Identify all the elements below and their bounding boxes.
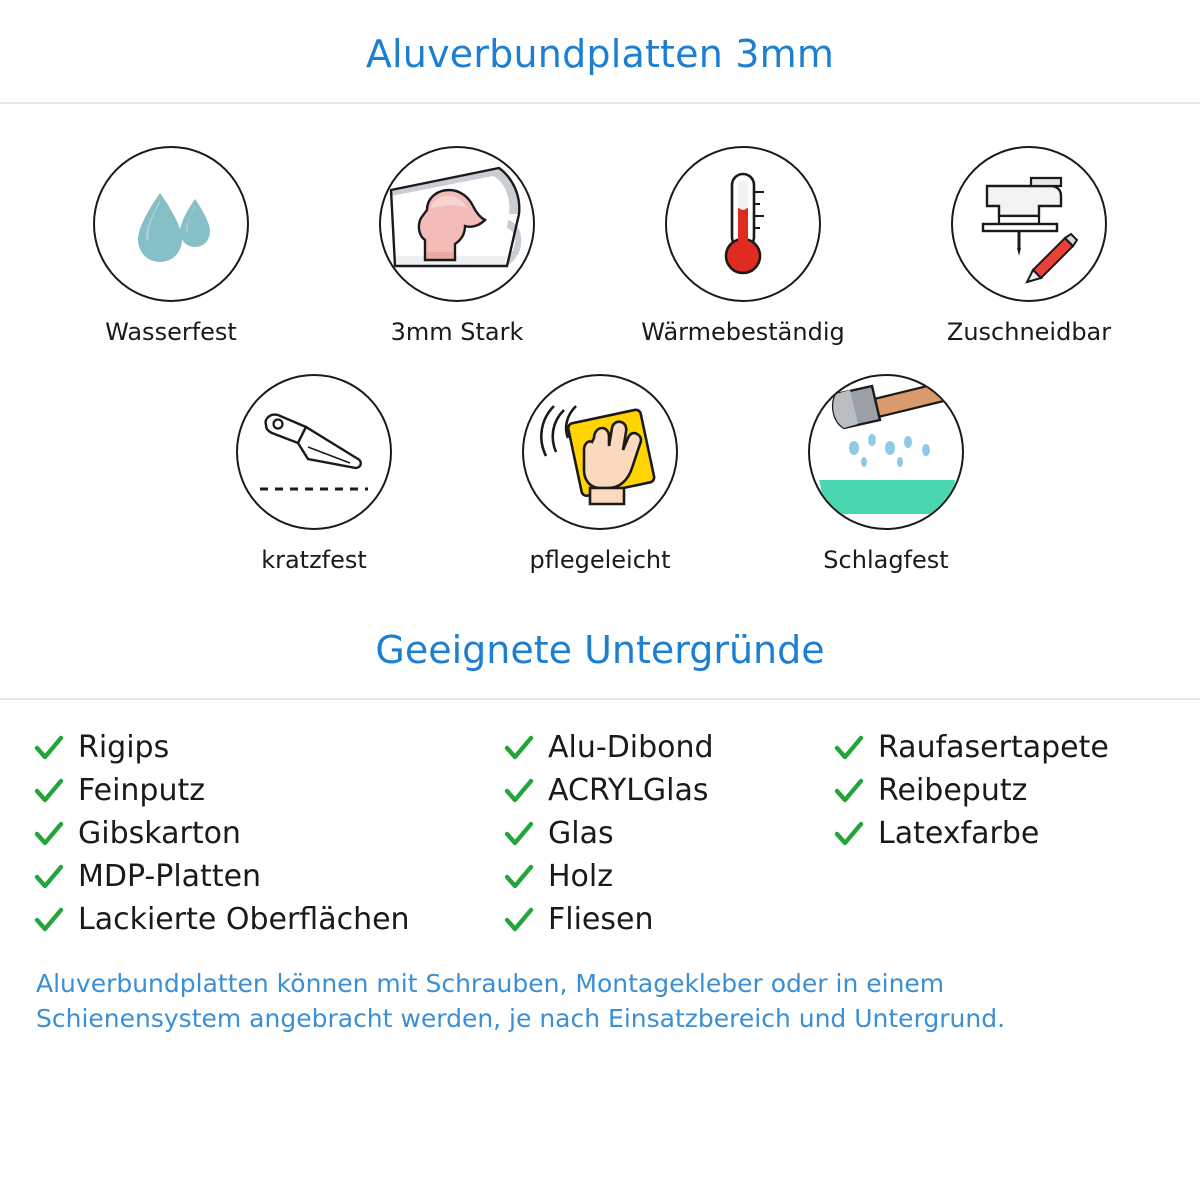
check-mark-icon bbox=[834, 819, 864, 849]
strong-arm-icon bbox=[381, 148, 533, 300]
check-mark-icon bbox=[834, 733, 864, 763]
list-item-label: Latexfarbe bbox=[878, 816, 1040, 851]
check-mark-icon bbox=[504, 733, 534, 763]
check-mark-icon bbox=[504, 819, 534, 849]
list-item bbox=[834, 812, 1164, 855]
features-row-1 bbox=[0, 146, 1200, 346]
feature-kratzfest bbox=[214, 374, 414, 574]
list-item-label: Raufasertapete bbox=[878, 730, 1109, 765]
list-item-label: Glas bbox=[548, 816, 614, 851]
features-row-2 bbox=[0, 374, 1200, 574]
list-item-label: Holz bbox=[548, 859, 613, 894]
list-item bbox=[34, 769, 504, 812]
check-mark-icon bbox=[34, 819, 64, 849]
substrates-list bbox=[0, 700, 1200, 941]
substrates-column-1 bbox=[34, 726, 504, 941]
feature-icon-circle bbox=[93, 146, 249, 302]
feature-icon-circle bbox=[665, 146, 821, 302]
feature-icon-circle bbox=[951, 146, 1107, 302]
list-item bbox=[34, 855, 504, 898]
feature-3mm-stark bbox=[357, 146, 557, 346]
list-item-label: Feinputz bbox=[78, 773, 205, 808]
list-item-label: ACRYLGlas bbox=[548, 773, 709, 808]
page-title: Aluverbundplatten 3mm bbox=[365, 32, 835, 76]
feature-icon-circle bbox=[379, 146, 535, 302]
list-item bbox=[504, 769, 834, 812]
check-mark-icon bbox=[34, 776, 64, 806]
feature-label: Schlagfest bbox=[823, 546, 949, 574]
feature-label: Wasserfest bbox=[105, 318, 237, 346]
footer-note-line-2: Schienensystem angebracht werden, je nach Einsatzbereich und Untergrund. bbox=[36, 1003, 1006, 1033]
list-item bbox=[504, 898, 834, 941]
list-item bbox=[34, 898, 504, 941]
substrates-column-2 bbox=[504, 726, 834, 941]
thermometer-icon bbox=[688, 164, 798, 284]
feature-waermebestaendig bbox=[643, 146, 843, 346]
feature-wasserfest bbox=[71, 146, 271, 346]
footer-note-line-1: Aluverbundplatten können mit Schrauben, Montagekleber oder in einem bbox=[36, 969, 945, 998]
list-item-label: Gibskarton bbox=[78, 816, 241, 851]
feature-icon-circle bbox=[808, 374, 964, 530]
list-item bbox=[834, 769, 1164, 812]
list-item bbox=[504, 855, 834, 898]
list-item-label: Alu-Dibond bbox=[548, 730, 714, 765]
wiping-hand-icon bbox=[524, 376, 676, 528]
water-drops-icon bbox=[116, 169, 226, 279]
list-item-label: Lackierte Oberflächen bbox=[78, 902, 410, 937]
check-mark-icon bbox=[34, 733, 64, 763]
list-item-label: MDP-Platten bbox=[78, 859, 262, 894]
check-mark-icon bbox=[504, 905, 534, 935]
feature-label: kratzfest bbox=[261, 546, 367, 574]
check-mark-icon bbox=[504, 776, 534, 806]
feature-label: pflegeleicht bbox=[529, 546, 671, 574]
list-item-label: Reibeputz bbox=[878, 773, 1028, 808]
check-mark-icon bbox=[34, 862, 64, 892]
hammer-impact-icon bbox=[810, 376, 962, 528]
feature-schlagfest bbox=[786, 374, 986, 574]
feature-icon-circle bbox=[236, 374, 392, 530]
substrates-column-3 bbox=[834, 726, 1164, 941]
list-item bbox=[34, 812, 504, 855]
feature-label: 3mm Stark bbox=[390, 318, 524, 346]
feature-label: Wärmebeständig bbox=[641, 318, 845, 346]
features-section bbox=[0, 104, 1200, 574]
list-item bbox=[834, 726, 1164, 769]
check-mark-icon bbox=[834, 776, 864, 806]
feature-icon-circle bbox=[522, 374, 678, 530]
footer-note bbox=[0, 941, 1200, 1036]
list-item-label: Rigips bbox=[78, 730, 170, 765]
list-item bbox=[504, 726, 834, 769]
list-item bbox=[504, 812, 834, 855]
section-title-substrates: Geeignete Untergründe bbox=[375, 628, 825, 672]
feature-zuschneidbar bbox=[929, 146, 1129, 346]
check-mark-icon bbox=[504, 862, 534, 892]
check-mark-icon bbox=[34, 905, 64, 935]
knife-scratch-icon bbox=[252, 397, 376, 507]
feature-label: Zuschneidbar bbox=[946, 318, 1112, 346]
list-item-label: Fliesen bbox=[548, 902, 654, 937]
feature-pflegeleicht bbox=[500, 374, 700, 574]
jigsaw-cutter-icon bbox=[969, 164, 1089, 284]
list-item bbox=[34, 726, 504, 769]
